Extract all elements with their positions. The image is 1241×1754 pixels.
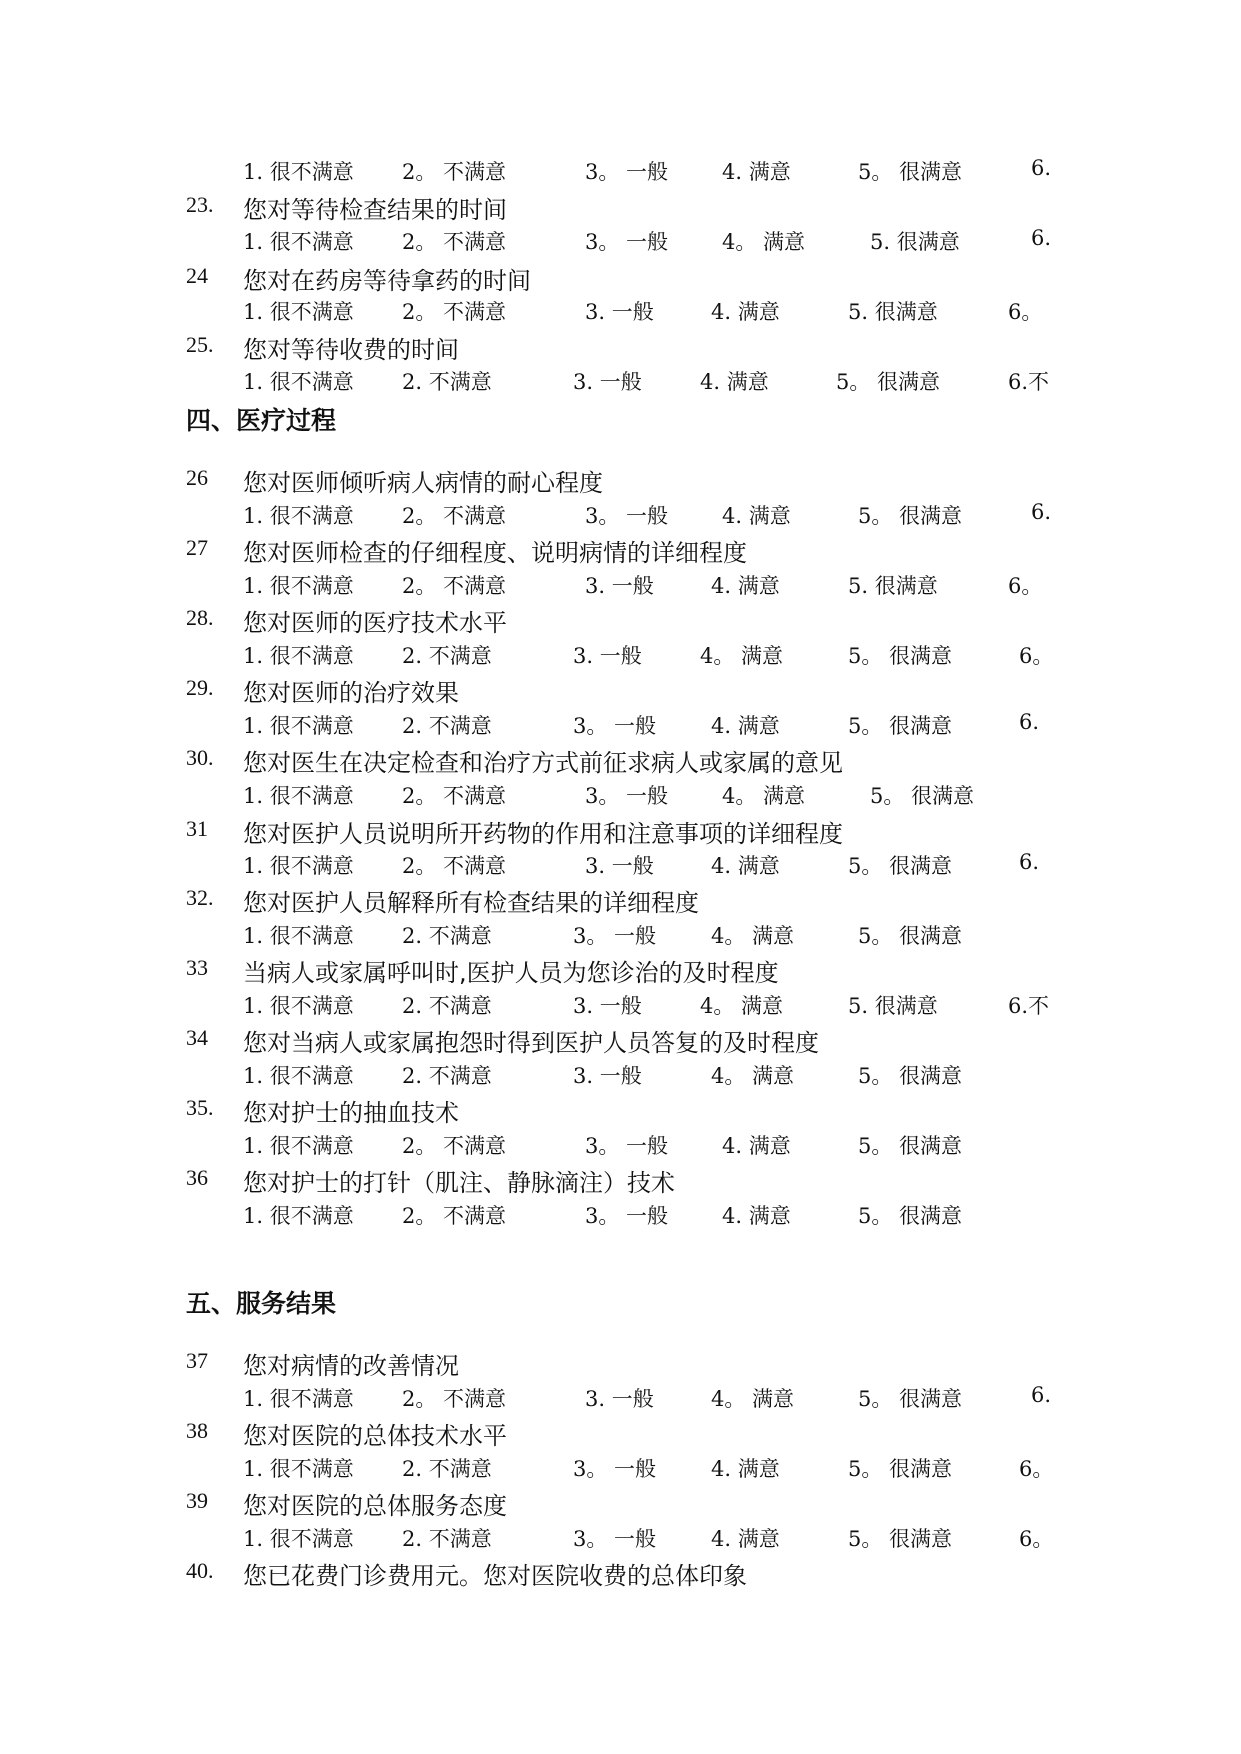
answer-option: 1. 很不满意 [243,644,354,668]
answer-option: 4. 满意 [711,300,780,324]
answer-option: 5。 很满意 [858,160,963,184]
answer-option: 4。 满意 [722,784,806,808]
answer-option: 2. 不满意 [402,924,492,948]
question-text: 您对病情的改善情况 [243,1352,459,1380]
question-text: 您已花费门诊费用元。您对医院收费的总体印象 [243,1562,747,1590]
answer-option: 1. 很不满意 [243,924,354,948]
answer-option: 6。 [1008,574,1043,598]
answer-option: 2. 不满意 [402,714,492,738]
answer-option: 5。 很满意 [858,1387,963,1411]
answer-option: 2。 不满意 [402,1134,507,1158]
answer-option: 1. 很不满意 [243,854,354,878]
answer-option: 5。 很满意 [858,1064,963,1088]
answer-option: 4. 满意 [722,504,791,528]
question-text: 您对护士的抽血技术 [243,1099,459,1127]
question-text: 您对等待检查结果的时间 [243,196,507,224]
answer-option: 2。 不满意 [402,230,507,254]
answer-option: 6。 [1008,300,1043,324]
question-number: 33 [186,955,208,980]
answer-option: 4. 满意 [722,1204,791,1228]
answer-option: 1. 很不满意 [243,370,354,394]
answer-option: 3。 一般 [585,1134,669,1158]
question-number: 31 [186,816,208,841]
answer-option: 6。 [1019,1457,1054,1481]
question-number: 29. [186,675,214,700]
answer-option: 5。 很满意 [836,370,941,394]
question-text: 您对护士的打针（肌注、静脉滴注）技术 [243,1169,675,1197]
question-text: 您对医院的总体服务态度 [243,1492,507,1520]
answer-option: 5。 很满意 [848,644,953,668]
answer-option: 1. 很不满意 [243,504,354,528]
answer-option: 6. [1019,710,1040,734]
answer-option: 4. 满意 [711,714,780,738]
answer-option: 5. 很满意 [870,230,960,254]
answer-option: 4. 满意 [711,854,780,878]
question-number: 40. [186,1558,214,1583]
answer-option: 4. 满意 [722,1134,791,1158]
question-number: 24 [186,263,208,288]
question-number: 27 [186,535,208,560]
answer-option: 5。 很满意 [848,854,953,878]
answer-option: 1. 很不满意 [243,230,354,254]
answer-option: 3. 一般 [573,370,642,394]
answer-option: 4。 满意 [722,230,806,254]
question-text: 您对医生在决定检查和治疗方式前征求病人或家属的意见 [243,749,843,777]
question-text: 当病人或家属呼叫时,医护人员为您诊治的及时程度 [243,959,779,987]
answer-option: 6. [1031,156,1052,180]
answer-option: 4. 满意 [711,1457,780,1481]
question-text: 您对医师的治疗效果 [243,679,459,707]
answer-option: 2。 不满意 [402,784,507,808]
answer-option: 6.不 [1008,994,1050,1018]
section-heading: 四、医疗过程 [186,406,337,435]
answer-option: 3。 一般 [585,504,669,528]
answer-option: 6。 [1019,1527,1054,1551]
answer-option: 3. 一般 [585,300,654,324]
answer-option: 3. 一般 [573,994,642,1018]
answer-option: 5。 很满意 [858,1204,963,1228]
answer-option: 5。 很满意 [848,1457,953,1481]
answer-option: 1. 很不满意 [243,714,354,738]
answer-option: 1. 很不满意 [243,574,354,598]
question-number: 34 [186,1025,208,1050]
answer-option: 6. [1031,500,1052,524]
answer-option: 1. 很不满意 [243,1064,354,1088]
answer-option: 2. 不满意 [402,370,492,394]
answer-option: 4。 满意 [700,994,784,1018]
answer-option: 6.不 [1008,370,1050,394]
answer-option: 3。 一般 [585,160,669,184]
answer-option: 2。 不满意 [402,160,507,184]
answer-option: 3. 一般 [585,574,654,598]
question-number: 39 [186,1488,208,1513]
answer-option: 3. 一般 [573,644,642,668]
answer-option: 5. 很满意 [848,994,938,1018]
answer-option: 2。 不满意 [402,854,507,878]
question-number: 28. [186,605,214,630]
question-number: 32. [186,885,214,910]
answer-option: 2。 不满意 [402,1204,507,1228]
question-text: 您对在药房等待拿药的时间 [243,267,531,295]
answer-option: 4. 满意 [722,160,791,184]
answer-option: 5。 很满意 [858,924,963,948]
question-number: 38 [186,1418,208,1443]
answer-option: 1. 很不满意 [243,300,354,324]
answer-option: 6. [1019,850,1040,874]
answer-option: 6. [1031,1383,1052,1407]
answer-option: 3。 一般 [573,1457,657,1481]
answer-option: 3。 一般 [573,714,657,738]
question-number: 30. [186,745,214,770]
question-text: 您对医护人员说明所开药物的作用和注意事项的详细程度 [243,820,843,848]
answer-option: 5。 很满意 [858,504,963,528]
answer-option: 2。 不满意 [402,504,507,528]
answer-option: 4。 满意 [711,1387,795,1411]
answer-option: 3. 一般 [585,1387,654,1411]
question-number: 35. [186,1095,214,1120]
answer-option: 4。 满意 [711,1064,795,1088]
answer-option: 3. 一般 [573,1064,642,1088]
answer-option: 3。 一般 [573,1527,657,1551]
answer-option: 2. 不满意 [402,644,492,668]
answer-option: 1. 很不满意 [243,1134,354,1158]
section-heading: 五、服务结果 [186,1289,337,1318]
answer-option: 4. 满意 [711,1527,780,1551]
answer-option: 6. [1031,226,1052,250]
question-text: 您对医院的总体技术水平 [243,1422,507,1450]
question-number: 23. [186,192,214,217]
answer-option: 5. 很满意 [848,574,938,598]
answer-option: 5。 很满意 [848,1527,953,1551]
answer-option: 4. 满意 [700,370,769,394]
answer-option: 3. 一般 [585,854,654,878]
question-number: 26 [186,465,208,490]
answer-option: 1. 很不满意 [243,1204,354,1228]
answer-option: 1. 很不满意 [243,160,354,184]
answer-option: 1. 很不满意 [243,994,354,1018]
question-text: 您对医护人员解释所有检查结果的详细程度 [243,889,699,917]
answer-option: 4。 满意 [711,924,795,948]
answer-option: 2. 不满意 [402,1064,492,1088]
question-text: 您对当病人或家属抱怨时得到医护人员答复的及时程度 [243,1029,819,1057]
answer-option: 6。 [1019,644,1054,668]
answer-option: 2. 不满意 [402,1457,492,1481]
question-number: 37 [186,1348,208,1373]
question-text: 您对医师倾听病人病情的耐心程度 [243,469,603,497]
answer-option: 3。 一般 [585,1204,669,1228]
question-text: 您对等待收费的时间 [243,336,459,364]
question-text: 您对医师检查的仔细程度、说明病情的详细程度 [243,539,747,567]
question-number: 36 [186,1165,208,1190]
answer-option: 3。 一般 [585,230,669,254]
answer-option: 1. 很不满意 [243,1387,354,1411]
answer-option: 2。 不满意 [402,300,507,324]
answer-option: 2. 不满意 [402,994,492,1018]
answer-option: 2. 不满意 [402,1527,492,1551]
answer-option: 2。 不满意 [402,574,507,598]
question-number: 25. [186,332,214,357]
answer-option: 2。 不满意 [402,1387,507,1411]
answer-option: 4. 满意 [711,574,780,598]
answer-option: 1. 很不满意 [243,784,354,808]
answer-option: 3。 一般 [585,784,669,808]
answer-option: 5. 很满意 [848,300,938,324]
answer-option: 1. 很不满意 [243,1457,354,1481]
answer-option: 5。 很满意 [870,784,975,808]
answer-option: 3。 一般 [573,924,657,948]
answer-option: 5。 很满意 [848,714,953,738]
answer-option: 5。 很满意 [858,1134,963,1158]
question-text: 您对医师的医疗技术水平 [243,609,507,637]
answer-option: 1. 很不满意 [243,1527,354,1551]
answer-option: 4。 满意 [700,644,784,668]
